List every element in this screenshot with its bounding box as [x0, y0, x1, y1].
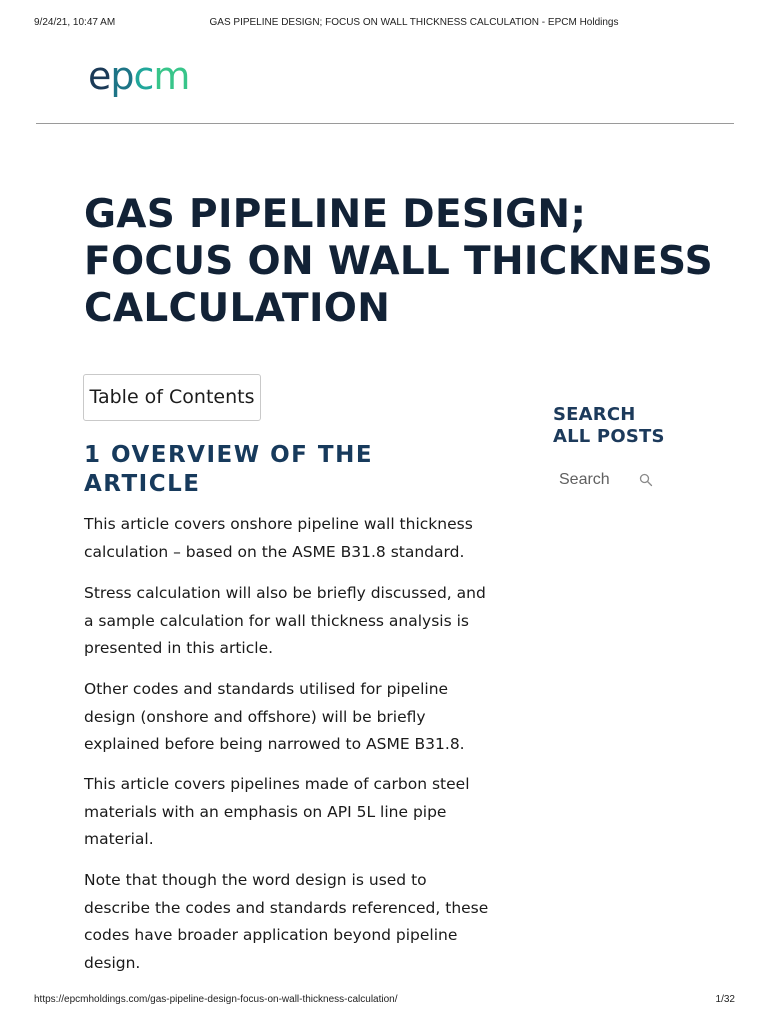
paragraph-line: material.: [84, 830, 154, 848]
print-date: 9/24/21, 10:47 AM: [34, 17, 116, 28]
sidebar-heading-line: ALL POSTS: [553, 426, 665, 447]
paragraph-line: materials with an emphasis on API 5L line pipe: [84, 802, 447, 821]
search-input[interactable]: [553, 467, 635, 493]
section-heading-line: 1 OVERVIEW OF THE: [84, 442, 374, 468]
paragraph-line: This article covers pipelines made of carbon steel: [84, 775, 470, 793]
logo-letter: p: [110, 54, 134, 98]
article-title-line: GAS PIPELINE DESIGN;: [84, 192, 587, 237]
paragraph-line: Other codes and standards utilised for pipeline: [84, 680, 449, 698]
logo-letter: e: [88, 54, 111, 98]
sidebar-search-heading: [553, 404, 665, 448]
paragraph-line: describe the codes and standards referenced, these: [84, 898, 489, 917]
logo-letter: c: [133, 54, 154, 98]
paragraph-3: [84, 676, 476, 759]
paragraph-1: [84, 511, 476, 566]
print-url: https://epcmholdings.com/gas-pipeline-design-focus-on-wall-thickness-calculation/: [34, 994, 398, 1005]
sidebar-search-box: [553, 466, 663, 494]
header-divider: [36, 123, 734, 124]
article-title: [84, 191, 724, 332]
paragraph-line: codes have broader application beyond pipeline: [84, 926, 458, 944]
print-page-title: GAS PIPELINE DESIGN; FOCUS ON WALL THICKNESS CALCULATION - EPCM Holdings: [209, 17, 619, 28]
sidebar-heading-line: SEARCH: [553, 404, 636, 425]
paragraph-4: [84, 771, 476, 854]
section-heading-line: ARTICLE: [84, 471, 201, 497]
paragraph-line: This article covers onshore pipeline wall thickness: [84, 515, 473, 533]
paragraph-line: explained before being narrowed to ASME B31.8.: [84, 735, 465, 753]
paragraph-line: Note that though the word design is used to: [84, 871, 427, 889]
search-icon[interactable]: [639, 473, 653, 487]
paragraph-line: Stress calculation will also be briefly discussed, and: [84, 584, 486, 602]
print-header: [0, 17, 768, 31]
section-heading-overview: [84, 441, 464, 499]
epcm-logo[interactable]: [88, 52, 189, 98]
paragraph-line: calculation – based on the ASME B31.8 standard.: [84, 542, 465, 561]
print-page-number: 1/32: [715, 994, 735, 1005]
paragraph-5: [84, 867, 489, 977]
table-of-contents-button[interactable]: Table of Contents: [83, 374, 261, 421]
paragraph-line: design (onshore and offshore) will be briefly: [84, 707, 426, 726]
paragraph-line: design.: [84, 953, 141, 972]
paragraph-line: presented in this article.: [84, 639, 274, 657]
print-footer: [0, 994, 768, 1008]
logo-letter: m: [153, 54, 190, 98]
paragraph-2: [84, 580, 486, 663]
article-title-line: CALCULATION: [84, 286, 391, 331]
article-title-line: FOCUS ON WALL THICKNESS: [84, 239, 714, 284]
paragraph-line: a sample calculation for wall thickness analysis is: [84, 611, 469, 630]
